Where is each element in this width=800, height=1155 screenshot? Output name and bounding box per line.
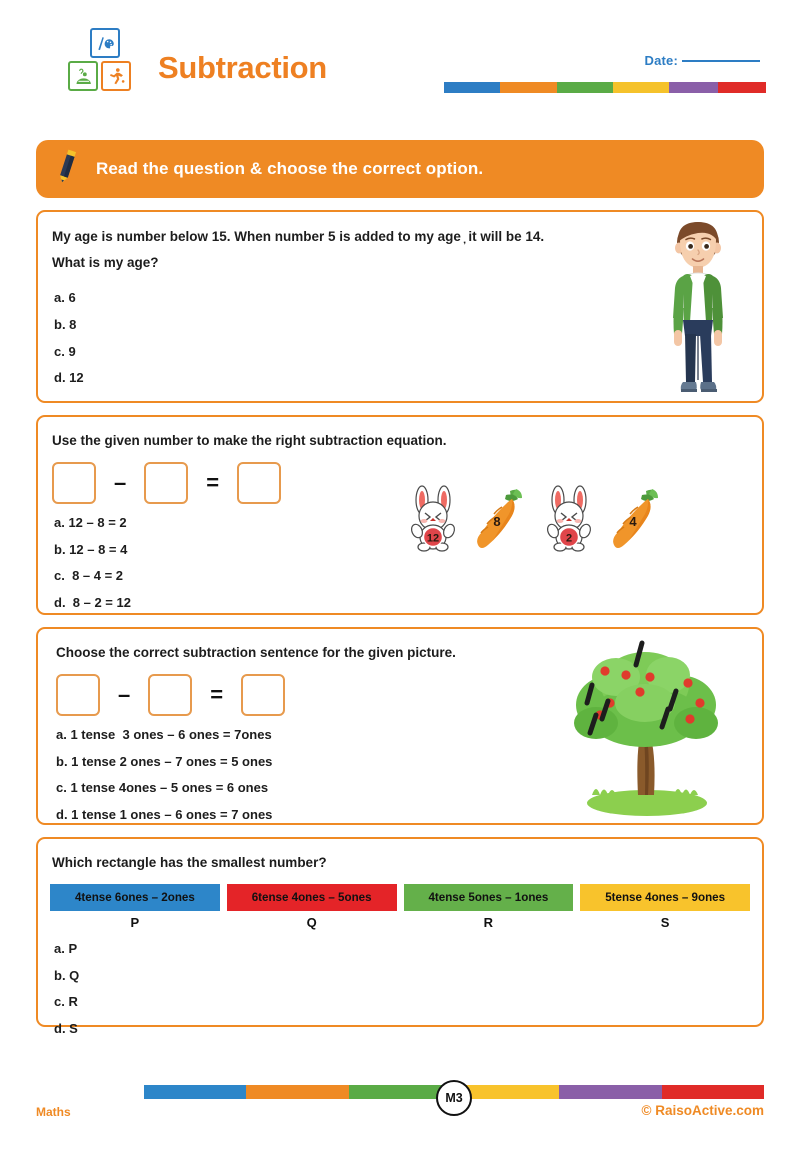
rectangle-s[interactable]: 5tense 4ones – 9ones bbox=[580, 884, 750, 911]
equals-sign: = bbox=[210, 681, 224, 707]
question-1-line-1: My age is number below 15. When number 5 is added to my age ̦ it will be 14. bbox=[52, 229, 545, 244]
boy-standing-illustration bbox=[656, 216, 740, 402]
option-d[interactable]: d. 1 tense 1 ones – 6 ones = 7 ones bbox=[56, 806, 273, 822]
option-d[interactable]: d. S bbox=[54, 1020, 78, 1036]
footer-segment-yellow bbox=[462, 1085, 559, 1099]
module-badge: M3 bbox=[436, 1080, 472, 1116]
option-d[interactable]: d. 12 bbox=[54, 370, 84, 386]
date-input-line[interactable] bbox=[682, 60, 760, 62]
option-c[interactable]: c. 1 tense 4ones – 5 ones = 6 ones bbox=[56, 780, 269, 796]
bar-segment-yellow bbox=[613, 82, 669, 93]
option-b[interactable]: b. 12 – 8 = 4 bbox=[54, 541, 128, 557]
instruction-text: Read the question & choose the correct option. bbox=[96, 159, 484, 178]
footer-subject: Maths bbox=[36, 1105, 71, 1119]
question-4-options bbox=[38, 930, 762, 1055]
footer-color-bar bbox=[144, 1085, 764, 1105]
bar-segment-green bbox=[557, 82, 613, 93]
rectangle-r[interactable]: 4tense 5ones – 1ones bbox=[404, 884, 574, 911]
answer-box-1[interactable] bbox=[56, 674, 100, 716]
svg-text:8: 8 bbox=[493, 514, 501, 529]
rectangle-q[interactable]: 6tense 4ones – 5ones bbox=[227, 884, 397, 911]
rectangle-group-r bbox=[404, 884, 574, 930]
brand-logo bbox=[62, 28, 152, 94]
option-a[interactable]: a. P bbox=[54, 940, 78, 956]
question-4-title: Which rectangle has the smallest number? bbox=[52, 855, 327, 870]
worksheet-page bbox=[0, 24, 800, 1155]
bar-segment-orange bbox=[500, 82, 556, 93]
answer-box-1[interactable] bbox=[52, 462, 96, 504]
bar-segment-blue bbox=[444, 82, 500, 93]
question-card-4 bbox=[36, 837, 764, 1036]
bar-segment-purple bbox=[669, 82, 717, 93]
question-1-options bbox=[38, 275, 762, 404]
equals-sign: = bbox=[206, 469, 220, 495]
minus-sign: – bbox=[118, 681, 131, 707]
svg-text:4: 4 bbox=[629, 514, 637, 529]
footer-copyright: © RaisoActive.com bbox=[641, 1103, 764, 1118]
bar-segment-red bbox=[718, 82, 766, 93]
runner-orange-icon bbox=[101, 61, 131, 91]
carrot-figure-1 bbox=[472, 487, 530, 551]
question-3-title: Choose the correct subtraction sentence for the given picture. bbox=[56, 645, 456, 660]
option-c[interactable]: c. 8 – 4 = 2 bbox=[54, 568, 124, 584]
date-label: Date: bbox=[644, 53, 678, 68]
minus-sign: – bbox=[114, 469, 127, 495]
option-b[interactable]: b. Q bbox=[54, 967, 80, 983]
rabbit-figure-1 bbox=[402, 485, 464, 551]
page-title: Subtraction bbox=[158, 50, 327, 85]
rectangle-group-s bbox=[580, 884, 750, 930]
date-field-group bbox=[644, 52, 760, 70]
carrot-figure-2 bbox=[608, 487, 666, 551]
answer-box-2[interactable] bbox=[148, 674, 192, 716]
question-2-title: Use the given number to make the right subtraction equation. bbox=[52, 433, 447, 448]
instruction-banner bbox=[36, 140, 764, 198]
rectangles-row bbox=[38, 874, 762, 930]
page-header bbox=[34, 24, 766, 124]
option-a[interactable]: a. 12 – 8 = 2 bbox=[54, 514, 127, 530]
footer-segment-blue bbox=[144, 1085, 246, 1099]
rectangle-label-q: Q bbox=[306, 914, 317, 930]
option-c[interactable]: c. 9 bbox=[54, 343, 76, 359]
pencil-icon bbox=[54, 148, 80, 191]
svg-text:12: 12 bbox=[426, 532, 440, 545]
question-card-1 bbox=[36, 210, 764, 403]
person-green-icon bbox=[68, 61, 98, 91]
rectangle-label-p: P bbox=[130, 914, 140, 930]
rectangle-group-p bbox=[50, 884, 220, 930]
svg-text:2: 2 bbox=[565, 532, 573, 545]
option-a[interactable]: a. 1 tense 3 ones – 6 ones = 7ones bbox=[56, 726, 272, 742]
apple-tree-illustration bbox=[550, 635, 740, 820]
rabbits-and-carrots-illustration bbox=[402, 485, 666, 551]
option-b[interactable]: b. 8 bbox=[54, 316, 77, 332]
palette-icon bbox=[90, 28, 120, 58]
question-card-2 bbox=[36, 415, 764, 615]
option-a[interactable]: a. 6 bbox=[54, 290, 76, 306]
rectangle-label-r: R bbox=[483, 914, 494, 930]
question-card-3 bbox=[36, 627, 764, 825]
rectangle-label-s: S bbox=[660, 914, 670, 930]
answer-box-2[interactable] bbox=[144, 462, 188, 504]
option-c[interactable]: c. R bbox=[54, 994, 78, 1010]
footer-segment-orange bbox=[246, 1085, 348, 1099]
option-b[interactable]: b. 1 tense 2 ones – 7 ones = 5 ones bbox=[56, 753, 273, 769]
rectangle-group-q bbox=[227, 884, 397, 930]
footer-segment-purple bbox=[559, 1085, 661, 1099]
rabbit-figure-2 bbox=[538, 485, 600, 551]
footer-segment-red bbox=[662, 1085, 764, 1099]
page-footer bbox=[36, 1079, 764, 1125]
rectangle-p[interactable]: 4tense 6ones – 2ones bbox=[50, 884, 220, 911]
answer-box-3[interactable] bbox=[237, 462, 281, 504]
option-d[interactable]: d. 8 – 2 = 12 bbox=[54, 594, 131, 610]
answer-box-3[interactable] bbox=[241, 674, 285, 716]
header-color-bar bbox=[444, 82, 766, 93]
question-1-line-2: What is my age? bbox=[52, 254, 159, 270]
